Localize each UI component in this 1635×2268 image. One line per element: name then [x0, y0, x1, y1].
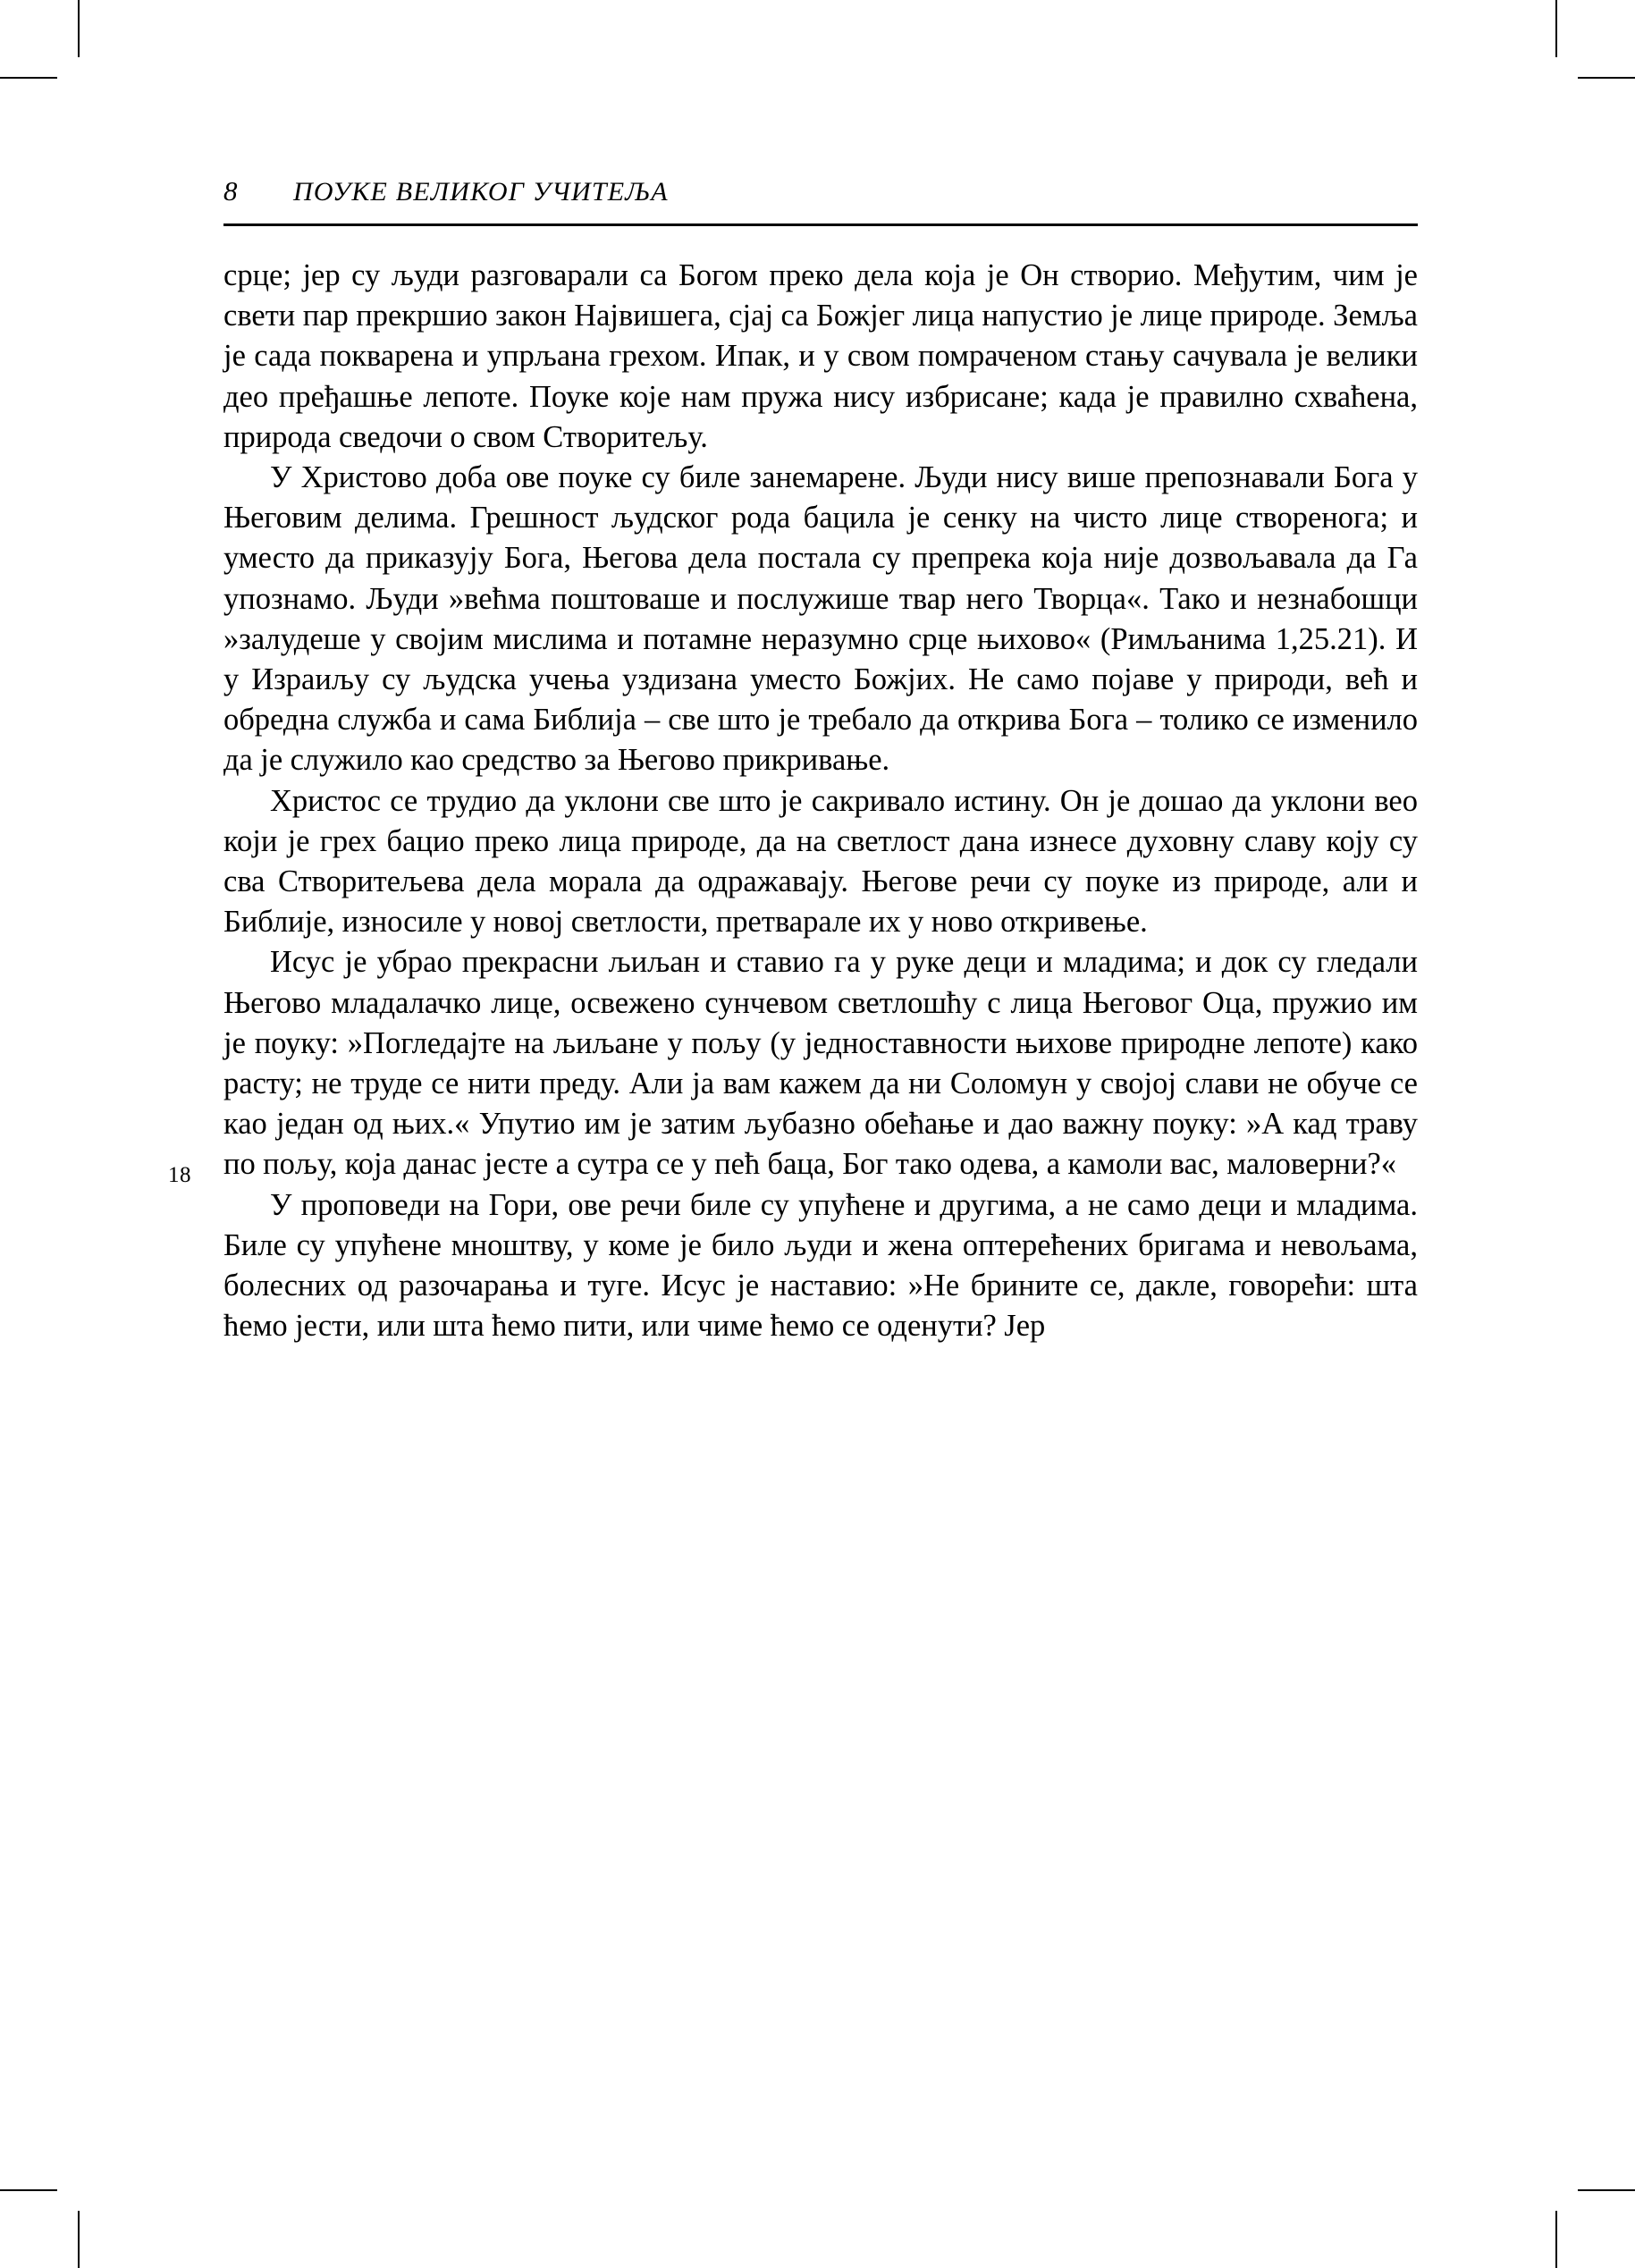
paragraph-3: Христос се трудио да уклони све што је сакривало истину. Он је дошао да уклони вео који је грех бацио преко лица природе, да на светлост дана изнесе духовну славу коју су сва Створитељева дела морала да одражавају. Његове речи су поуке из природе, али и Библије, износиле у новој светлости, претварале их у ново откривење.: [223, 783, 1418, 940]
paragraph-5: У проповеди на Гори, ове речи биле су упућене и другима, а не само деци и младима. Биле су упућене мноштву, у коме је било људи и жена оптерећених бригама и невољама, болесних од разочарања и туге. Исус је наставио: »Не брините се, дакле, говорећи: шта ћемо јести, или шта ћемо пити, или чиме ћемо се оденути? Јер: [223, 1187, 1418, 1344]
crop-mark-bottom-left-vertical: [78, 2211, 80, 2268]
crop-mark-top-left-vertical: [78, 0, 80, 57]
running-header-row: [223, 177, 1418, 218]
crop-mark-bottom-left-horizontal: [0, 2189, 57, 2191]
header-rule: [223, 223, 1418, 226]
crop-mark-top-right-vertical: [1555, 0, 1557, 57]
body-text-block: [223, 256, 1418, 1346]
crop-mark-top-left-horizontal: [0, 77, 57, 79]
page-number: 8: [223, 175, 238, 207]
paragraph-4: Исус је убрао прекрасни љиљан и ставио га у руке деци и младима; и док су гледали Његово младалачко лице, освежено сунчевом светлошћу с лица Његовог Оца, пружио им је поуку: »Погледајте на љиљане у пољу (у једноставности њихове природне лепоте) како расту; не труде се нити преду. Али ја вам кажем да ни Соломун у својој слави не обуче се као један од њих.« Упутио им је затим љубазно обећање и дао важну поуку: »А кад траву по пољу, која данас јесте а сутра се у пећ баца, Бог тако одева, а камоли вас, маловерни?«: [223, 945, 1418, 1182]
crop-mark-top-right-horizontal: [1578, 77, 1635, 79]
crop-mark-bottom-right-horizontal: [1578, 2189, 1635, 2191]
running-header: [223, 177, 1418, 218]
paragraph-1: срце; јер су људи разговарали са Богом преко дела која је Он створио. Међутим, чим је свети пар прекршио закон Највишега, сјај са Божјег лица напустио је лице природе. Земља је сада покварена и упрљана грехом. Ипак, и у свом помраченом стању сачувала је велики део пређашње лепоте. Поуке које нам пружа нису избрисане; када је правилно схваћена, природа сведочи о свом Створитељу.: [223, 258, 1418, 454]
running-title: ПОУКЕ ВЕЛИКОГ УЧИТЕЉА: [293, 177, 669, 207]
paragraph-2: У Христово доба ове поуке су биле занемарене. Људи нису више препознавали Бога у Његовим делима. Грешност људског рода бацила је сенку на чисто лице створенога; и уместо да приказују Бога, Његова дела постала су препрека која није дозвољавала да Га упознамо. Људи »већма поштоваше и послужише твар него Творца«. Тако и незнабошци »залудеше у својим мислима и потамне неразумно срце њихово« (Римљанима 1,25.21). И у Израиљу су људска учења уздизана уместо Божјих. Не само појаве у природи, већ и обредна служба и сама Библија – све што је требало да открива Бога – толико се изменило да је служило као средство за Његово прикривање.: [223, 460, 1418, 778]
crop-mark-bottom-right-vertical: [1555, 2211, 1557, 2268]
margin-paragraph-number: 18: [168, 1163, 191, 1187]
